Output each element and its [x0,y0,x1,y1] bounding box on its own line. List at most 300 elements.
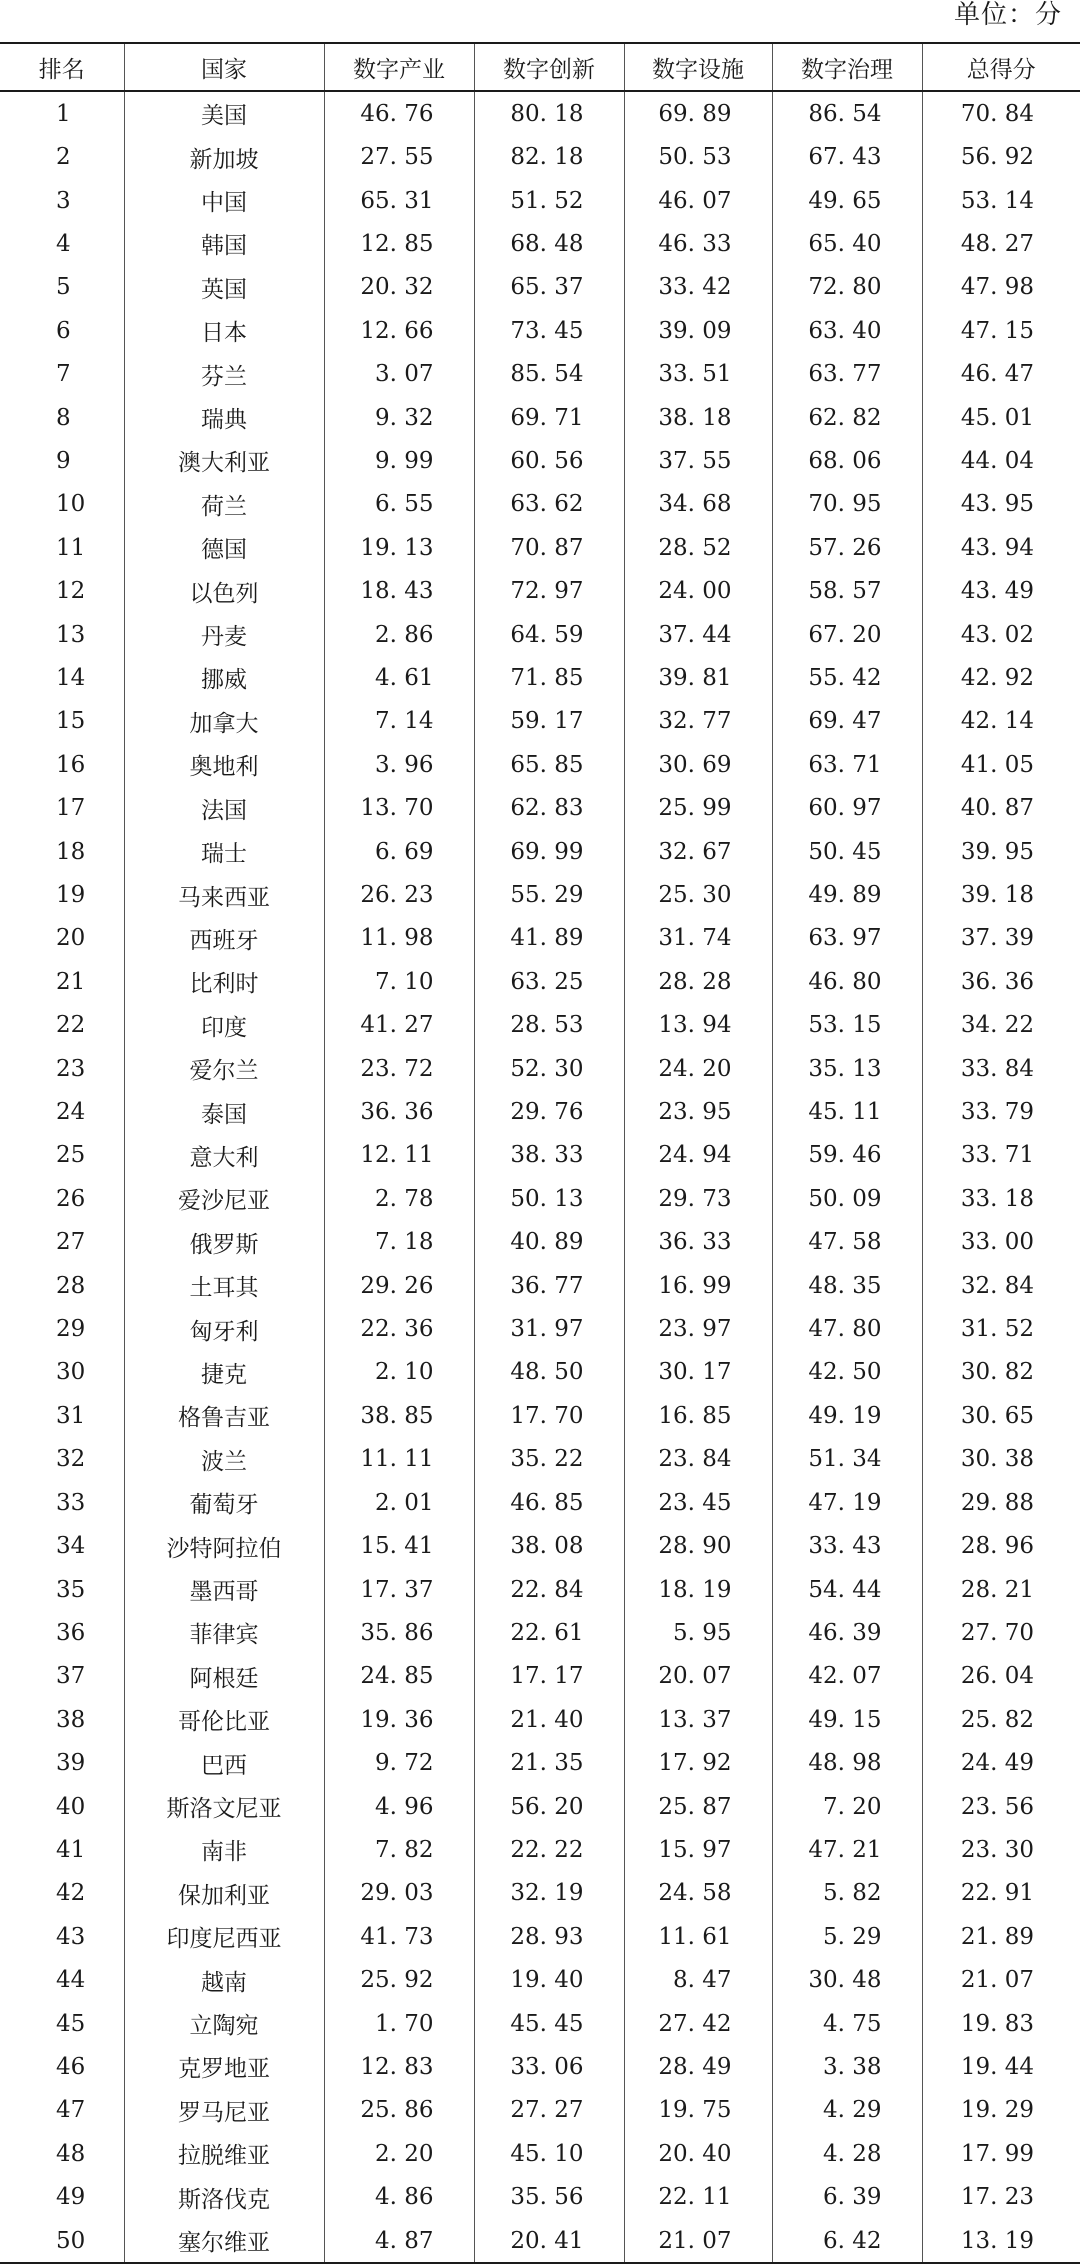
digital-innovation-cell: 68. 48 [474,222,624,265]
country-cell: 匈牙利 [124,1307,324,1350]
digital-innovation-cell: 85. 54 [474,352,624,395]
rank-cell: 8 [56,404,71,431]
total-score-cell: 19. 29 [922,2089,1080,2132]
digital-infrastructure-cell: 22. 11 [624,2176,772,2219]
table-row [0,91,1080,135]
total-score-cell: 48. 27 [922,222,1080,265]
digital-infrastructure-cell: 13. 94 [624,1004,772,1047]
digital-industry-cell: 29. 26 [324,1264,474,1307]
digital-innovation-cell: 28. 93 [474,1915,624,1958]
rank-cell: 36 [56,1619,86,1646]
rank-cell: 12 [56,578,86,605]
digital-governance-cell: 4. 75 [772,2002,922,2045]
digital-industry-cell: 6. 55 [324,483,474,526]
total-score-cell: 46. 47 [922,352,1080,395]
digital-innovation-cell: 69. 71 [474,396,624,439]
digital-infrastructure-cell: 5. 95 [624,1611,772,1654]
digital-innovation-cell: 20. 41 [474,2219,624,2263]
total-score-cell: 40. 87 [922,787,1080,830]
digital-infrastructure-cell: 15. 97 [624,1828,772,1871]
table-row [0,1915,1080,1958]
table-row [0,2045,1080,2088]
rank-cell: 5 [56,274,71,301]
table-row [0,960,1080,1003]
country-cell: 塞尔维亚 [124,2219,324,2263]
digital-innovation-cell: 40. 89 [474,1221,624,1264]
table-row [0,352,1080,395]
digital-industry-cell: 15. 41 [324,1524,474,1567]
table-row [0,1698,1080,1741]
total-score-cell: 30. 65 [922,1394,1080,1437]
total-score-cell: 43. 95 [922,483,1080,526]
table-row [0,1394,1080,1437]
total-score-cell: 21. 07 [922,1958,1080,2001]
digital-governance-cell: 72. 80 [772,266,922,309]
total-score-cell: 28. 21 [922,1568,1080,1611]
country-cell: 加拿大 [124,700,324,743]
country-cell: 捷克 [124,1351,324,1394]
total-score-cell: 13. 19 [922,2219,1080,2263]
country-cell: 拉脱维亚 [124,2132,324,2175]
digital-industry-cell: 6. 69 [324,830,474,873]
digital-innovation-cell: 29. 76 [474,1090,624,1133]
total-score-cell: 41. 05 [922,743,1080,786]
rank-cell: 41 [56,1836,86,1863]
digital-innovation-cell: 41. 89 [474,917,624,960]
country-cell: 印度 [124,1004,324,1047]
digital-governance-cell: 69. 47 [772,700,922,743]
unit-label: 单位：分 [953,0,1062,30]
digital-innovation-cell: 65. 37 [474,266,624,309]
digital-innovation-cell: 80. 18 [474,91,624,135]
table-row [0,135,1080,178]
country-cell: 马来西亚 [124,873,324,916]
country-cell: 克罗地亚 [124,2045,324,2088]
digital-innovation-cell: 45. 45 [474,2002,624,2045]
digital-governance-cell: 63. 97 [772,917,922,960]
table-row [0,1481,1080,1524]
digital-innovation-cell: 48. 50 [474,1351,624,1394]
digital-industry-cell: 7. 82 [324,1828,474,1871]
rank-cell: 2 [56,144,71,171]
rank-cell: 6 [56,317,71,344]
digital-infrastructure-cell: 33. 42 [624,266,772,309]
digital-industry-cell: 2. 86 [324,613,474,656]
table-row [0,266,1080,309]
digital-industry-cell: 2. 78 [324,1177,474,1220]
digital-industry-cell: 41. 73 [324,1915,474,1958]
country-cell: 阿根廷 [124,1655,324,1698]
total-score-cell: 47. 15 [922,309,1080,352]
table-row [0,2219,1080,2263]
table-row [0,1655,1080,1698]
table-row [0,1221,1080,1264]
country-cell: 芬兰 [124,352,324,395]
country-cell: 日本 [124,309,324,352]
header-row [0,43,1080,91]
digital-innovation-cell: 19. 40 [474,1958,624,2001]
digital-industry-cell: 17. 37 [324,1568,474,1611]
digital-infrastructure-cell: 39. 09 [624,309,772,352]
digital-governance-cell: 49. 65 [772,179,922,222]
digital-industry-cell: 12. 85 [324,222,474,265]
digital-industry-cell: 4. 86 [324,2176,474,2219]
digital-innovation-cell: 71. 85 [474,656,624,699]
total-score-cell: 22. 91 [922,1872,1080,1915]
digital-industry-cell: 38. 85 [324,1394,474,1437]
digital-innovation-cell: 33. 06 [474,2045,624,2088]
digital-innovation-cell: 51. 52 [474,179,624,222]
country-cell: 立陶宛 [124,2002,324,2045]
total-score-cell: 33. 00 [922,1221,1080,1264]
digital-innovation-cell: 50. 13 [474,1177,624,1220]
digital-governance-cell: 42. 07 [772,1655,922,1698]
total-score-cell: 23. 56 [922,1785,1080,1828]
digital-innovation-cell: 56. 20 [474,1785,624,1828]
total-score-cell: 19. 83 [922,2002,1080,2045]
digital-infrastructure-cell: 37. 55 [624,439,772,482]
total-score-cell: 36. 36 [922,960,1080,1003]
digital-governance-cell: 49. 89 [772,873,922,916]
country-cell: 墨西哥 [124,1568,324,1611]
rank-cell: 24 [56,1099,86,1126]
country-cell: 以色列 [124,569,324,612]
table-header [0,43,1080,91]
total-score-cell: 33. 71 [922,1134,1080,1177]
digital-infrastructure-cell: 16. 99 [624,1264,772,1307]
digital-innovation-cell: 45. 10 [474,2132,624,2175]
country-cell: 斯洛伐克 [124,2176,324,2219]
digital-infrastructure-cell: 11. 61 [624,1915,772,1958]
country-cell: 西班牙 [124,917,324,960]
digital-governance-cell: 67. 20 [772,613,922,656]
digital-industry-cell: 2. 20 [324,2132,474,2175]
ranking-table [0,42,1080,2264]
country-cell: 比利时 [124,960,324,1003]
table-row [0,1047,1080,1090]
table-row [0,526,1080,569]
digital-innovation-cell: 22. 22 [474,1828,624,1871]
total-score-cell: 37. 39 [922,917,1080,960]
rank-cell: 38 [56,1706,86,1733]
digital-governance-cell: 60. 97 [772,787,922,830]
digital-industry-cell: 25. 86 [324,2089,474,2132]
total-score-cell: 30. 82 [922,1351,1080,1394]
table-row [0,439,1080,482]
digital-innovation-cell: 38. 08 [474,1524,624,1567]
total-score-cell: 31. 52 [922,1307,1080,1350]
table-row [0,1958,1080,2001]
rank-cell: 17 [56,795,86,822]
table-row [0,656,1080,699]
rank-cell: 25 [56,1142,86,1169]
digital-industry-cell: 26. 23 [324,873,474,916]
digital-innovation-cell: 22. 84 [474,1568,624,1611]
digital-infrastructure-cell: 25. 30 [624,873,772,916]
digital-governance-cell: 65. 40 [772,222,922,265]
country-cell: 俄罗斯 [124,1221,324,1264]
digital-industry-cell: 41. 27 [324,1004,474,1047]
digital-governance-cell: 67. 43 [772,135,922,178]
digital-governance-cell: 48. 35 [772,1264,922,1307]
digital-infrastructure-cell: 24. 58 [624,1872,772,1915]
total-score-cell: 47. 98 [922,266,1080,309]
rank-cell: 4 [56,230,71,257]
total-score-cell: 42. 92 [922,656,1080,699]
digital-industry-cell: 36. 36 [324,1090,474,1133]
digital-governance-cell: 7. 20 [772,1785,922,1828]
rank-cell: 26 [56,1185,86,1212]
country-cell: 澳大利亚 [124,439,324,482]
digital-governance-cell: 30. 48 [772,1958,922,2001]
table-row [0,613,1080,656]
table-row [0,1828,1080,1871]
digital-industry-cell: 13. 70 [324,787,474,830]
digital-industry-cell: 18. 43 [324,569,474,612]
digital-governance-cell: 54. 44 [772,1568,922,1611]
table-row [0,1307,1080,1350]
country-cell: 丹麦 [124,613,324,656]
table-row [0,1524,1080,1567]
country-cell: 挪威 [124,656,324,699]
digital-innovation-cell: 69. 99 [474,830,624,873]
digital-governance-cell: 47. 19 [772,1481,922,1524]
total-score-cell: 30. 38 [922,1438,1080,1481]
country-cell: 沙特阿拉伯 [124,1524,324,1567]
digital-innovation-cell: 22. 61 [474,1611,624,1654]
table-row [0,1741,1080,1784]
total-score-cell: 21. 89 [922,1915,1080,1958]
country-cell: 保加利亚 [124,1872,324,1915]
digital-infrastructure-cell: 19. 75 [624,2089,772,2132]
table-row [0,1568,1080,1611]
digital-industry-cell: 2. 01 [324,1481,474,1524]
rank-cell: 34 [56,1533,86,1560]
rank-cell: 20 [56,925,86,952]
digital-innovation-cell: 36. 77 [474,1264,624,1307]
total-score-cell: 24. 49 [922,1741,1080,1784]
header-digital-governance: 数字治理 [772,43,922,91]
country-cell: 泰国 [124,1090,324,1133]
country-cell: 德国 [124,526,324,569]
header-rank: 排名 [0,43,124,91]
rank-cell: 9 [56,447,71,474]
digital-industry-cell: 27. 55 [324,135,474,178]
digital-governance-cell: 46. 39 [772,1611,922,1654]
digital-industry-cell: 12. 11 [324,1134,474,1177]
total-score-cell: 39. 18 [922,873,1080,916]
digital-infrastructure-cell: 32. 77 [624,700,772,743]
rank-cell: 19 [56,882,86,909]
country-cell: 爱尔兰 [124,1047,324,1090]
digital-industry-cell: 19. 13 [324,526,474,569]
total-score-cell: 45. 01 [922,396,1080,439]
digital-industry-cell: 4. 61 [324,656,474,699]
country-cell: 波兰 [124,1438,324,1481]
digital-innovation-cell: 38. 33 [474,1134,624,1177]
digital-governance-cell: 6. 39 [772,2176,922,2219]
rank-cell: 32 [56,1446,86,1473]
rank-cell: 16 [56,751,86,778]
total-score-cell: 56. 92 [922,135,1080,178]
total-score-cell: 27. 70 [922,1611,1080,1654]
digital-industry-cell: 9. 72 [324,1741,474,1784]
digital-infrastructure-cell: 24. 20 [624,1047,772,1090]
digital-infrastructure-cell: 8. 47 [624,1958,772,2001]
digital-infrastructure-cell: 50. 53 [624,135,772,178]
digital-governance-cell: 35. 13 [772,1047,922,1090]
digital-governance-cell: 50. 09 [772,1177,922,1220]
rank-cell: 35 [56,1576,86,1603]
digital-governance-cell: 47. 21 [772,1828,922,1871]
digital-governance-cell: 51. 34 [772,1438,922,1481]
digital-infrastructure-cell: 16. 85 [624,1394,772,1437]
digital-innovation-cell: 31. 97 [474,1307,624,1350]
total-score-cell: 23. 30 [922,1828,1080,1871]
table-row [0,1785,1080,1828]
rank-cell: 39 [56,1750,86,1777]
digital-infrastructure-cell: 23. 84 [624,1438,772,1481]
digital-industry-cell: 65. 31 [324,179,474,222]
total-score-cell: 39. 95 [922,830,1080,873]
digital-innovation-cell: 27. 27 [474,2089,624,2132]
rank-cell: 18 [56,838,86,865]
rank-cell: 1 [56,100,71,127]
rank-cell: 27 [56,1229,86,1256]
digital-innovation-cell: 60. 56 [474,439,624,482]
country-cell: 菲律宾 [124,1611,324,1654]
total-score-cell: 32. 84 [922,1264,1080,1307]
digital-infrastructure-cell: 13. 37 [624,1698,772,1741]
digital-infrastructure-cell: 33. 51 [624,352,772,395]
digital-infrastructure-cell: 23. 97 [624,1307,772,1350]
digital-innovation-cell: 64. 59 [474,613,624,656]
digital-governance-cell: 58. 57 [772,569,922,612]
digital-innovation-cell: 17. 17 [474,1655,624,1698]
digital-innovation-cell: 17. 70 [474,1394,624,1437]
digital-governance-cell: 6. 42 [772,2219,922,2263]
digital-innovation-cell: 32. 19 [474,1872,624,1915]
country-cell: 南非 [124,1828,324,1871]
rank-cell: 10 [56,491,86,518]
table-row [0,700,1080,743]
total-score-cell: 26. 04 [922,1655,1080,1698]
table-row [0,1177,1080,1220]
country-cell: 斯洛文尼亚 [124,1785,324,1828]
table-row [0,2002,1080,2045]
rank-cell: 48 [56,2140,86,2167]
rank-cell: 49 [56,2184,86,2211]
total-score-cell: 19. 44 [922,2045,1080,2088]
digital-innovation-cell: 28. 53 [474,1004,624,1047]
rank-cell: 42 [56,1880,86,1907]
country-cell: 奥地利 [124,743,324,786]
table-row [0,1264,1080,1307]
total-score-cell: 33. 18 [922,1177,1080,1220]
rank-cell: 37 [56,1663,86,1690]
rank-cell: 43 [56,1923,86,1950]
digital-governance-cell: 53. 15 [772,1004,922,1047]
digital-infrastructure-cell: 30. 69 [624,743,772,786]
digital-industry-cell: 22. 36 [324,1307,474,1350]
digital-industry-cell: 1. 70 [324,2002,474,2045]
digital-infrastructure-cell: 27. 42 [624,2002,772,2045]
total-score-cell: 29. 88 [922,1481,1080,1524]
total-score-cell: 34. 22 [922,1004,1080,1047]
header-digital-industry: 数字产业 [324,43,474,91]
rank-cell: 33 [56,1489,86,1516]
total-score-cell: 44. 04 [922,439,1080,482]
rank-cell: 45 [56,2010,86,2037]
table-row [0,743,1080,786]
digital-innovation-cell: 35. 22 [474,1438,624,1481]
country-cell: 爱沙尼亚 [124,1177,324,1220]
digital-governance-cell: 4. 28 [772,2132,922,2175]
rank-cell: 46 [56,2053,86,2080]
table-row [0,2089,1080,2132]
digital-infrastructure-cell: 37. 44 [624,613,772,656]
digital-innovation-cell: 55. 29 [474,873,624,916]
country-cell: 土耳其 [124,1264,324,1307]
digital-infrastructure-cell: 24. 00 [624,569,772,612]
digital-industry-cell: 12. 83 [324,2045,474,2088]
digital-infrastructure-cell: 20. 40 [624,2132,772,2175]
digital-governance-cell: 33. 43 [772,1524,922,1567]
digital-infrastructure-cell: 18. 19 [624,1568,772,1611]
digital-infrastructure-cell: 38. 18 [624,396,772,439]
digital-infrastructure-cell: 30. 17 [624,1351,772,1394]
digital-infrastructure-cell: 25. 87 [624,1785,772,1828]
digital-industry-cell: 25. 92 [324,1958,474,2001]
total-score-cell: 17. 99 [922,2132,1080,2175]
digital-infrastructure-cell: 46. 07 [624,179,772,222]
digital-infrastructure-cell: 17. 92 [624,1741,772,1784]
digital-governance-cell: 55. 42 [772,656,922,699]
total-score-cell: 42. 14 [922,700,1080,743]
digital-innovation-cell: 35. 56 [474,2176,624,2219]
country-cell: 荷兰 [124,483,324,526]
digital-governance-cell: 42. 50 [772,1351,922,1394]
country-cell: 美国 [124,91,324,135]
digital-innovation-cell: 82. 18 [474,135,624,178]
digital-infrastructure-cell: 46. 33 [624,222,772,265]
country-cell: 韩国 [124,222,324,265]
table-row [0,222,1080,265]
header-digital-infrastructure: 数字设施 [624,43,772,91]
digital-governance-cell: 63. 77 [772,352,922,395]
total-score-cell: 33. 79 [922,1090,1080,1133]
total-score-cell: 53. 14 [922,179,1080,222]
country-cell: 巴西 [124,1741,324,1784]
digital-innovation-cell: 21. 40 [474,1698,624,1741]
digital-infrastructure-cell: 23. 95 [624,1090,772,1133]
digital-industry-cell: 46. 76 [324,91,474,135]
digital-innovation-cell: 65. 85 [474,743,624,786]
rank-cell: 11 [56,534,86,561]
total-score-cell: 25. 82 [922,1698,1080,1741]
digital-industry-cell: 12. 66 [324,309,474,352]
rank-cell: 7 [56,361,71,388]
table-row [0,1134,1080,1177]
digital-governance-cell: 86. 54 [772,91,922,135]
table-body [0,91,1080,2263]
country-cell: 新加坡 [124,135,324,178]
country-cell: 法国 [124,787,324,830]
digital-governance-cell: 47. 80 [772,1307,922,1350]
table-row [0,2176,1080,2219]
digital-infrastructure-cell: 29. 73 [624,1177,772,1220]
total-score-cell: 17. 23 [922,2176,1080,2219]
